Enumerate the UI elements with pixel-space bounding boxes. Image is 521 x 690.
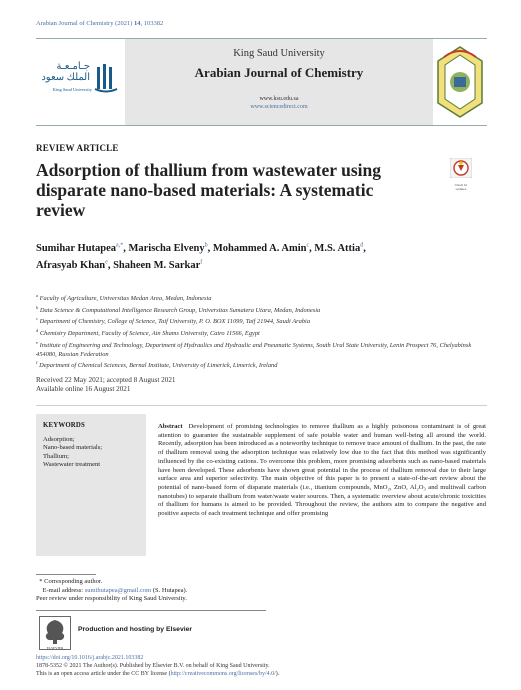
author[interactable]: Afrasyab Khan$^e$,: [36, 259, 114, 271]
author[interactable]: Sumihar Hutapea$^{a,*}$,: [36, 242, 129, 254]
article-title: Adsorption of thallium from wastewater using disparate nano-based materials: A systematic review: [36, 160, 381, 220]
author[interactable]: M.S. Attia$^d$,: [314, 242, 366, 254]
elsevier-production-box: [36, 613, 266, 653]
affiliation: $^b$ Data Science & Computational Intelligence Research Group, Universitas Sumatera Utara, Medan, Indonesia: [36, 304, 321, 314]
banner-urls: [125, 95, 433, 111]
ksu-arabic-name: جـامـعـة الملك سعود: [41, 61, 90, 83]
university-name: King Saud University: [233, 48, 325, 59]
running-header: [36, 20, 163, 27]
online-date: Available online 16 August 2021: [36, 385, 131, 393]
elsevier-tree-logo-icon: [39, 616, 71, 650]
email-line: E-mail address: sumihutapea@gmail.com (S. Hutapea).: [42, 586, 188, 594]
ksu-logo: [36, 61, 122, 101]
journal-name: Arabian Journal of Chemistry: [194, 65, 364, 80]
email-link[interactable]: sumihutapea@gmail.com: [84, 586, 152, 594]
crossmark-icon: [450, 158, 472, 178]
running-journal: Arabian Journal of Chemistry (2021): [36, 20, 133, 27]
keywords-list: [43, 436, 102, 470]
ksu-english-name: King Saud University: [52, 87, 92, 92]
keywords-panel: [36, 414, 146, 556]
abstract: [158, 423, 486, 519]
license-link[interactable]: http://creativecommons.org/licenses/by/4.0/: [170, 670, 276, 677]
peer-review-note: Peer review under responsibility of King Saud University.: [36, 595, 187, 602]
ksu-emblem-icon: [94, 63, 118, 93]
footnotes: [36, 578, 187, 604]
sciencedirect-url[interactable]: www.sciencedirect.com: [250, 104, 308, 110]
author-list: [36, 238, 486, 273]
author[interactable]: Shaheen M. Sarkar$^f$: [113, 259, 203, 271]
ksu-url[interactable]: www.ksu.edu.sa: [259, 96, 299, 102]
doi-link[interactable]: https://doi.org/10.1016/j.arabjc.2021.103382: [36, 655, 144, 661]
keyword: Wastewater treatment: [43, 461, 101, 469]
production-text: Production and hosting by Elsevier: [78, 626, 193, 633]
elsevier-logo-word: ELSEVIER: [46, 646, 64, 650]
author[interactable]: Mohammed A. Amin$^c$,: [212, 242, 315, 254]
author[interactable]: Marischa Elveny$^b$,: [128, 242, 213, 254]
article-type: REVIEW ARTICLE: [36, 143, 119, 153]
crossmark-label: Check for updates: [454, 183, 468, 191]
footnote-rule: [36, 574, 96, 575]
article-dates: [36, 376, 176, 394]
chemical-society-seal-icon: [434, 43, 486, 121]
affiliation-list: [36, 292, 486, 371]
journal-banner: [36, 38, 487, 126]
bottom-info: [36, 655, 279, 678]
check-for-updates-button[interactable]: [450, 158, 472, 191]
copyright: 1878-5352 © 2021 The Author(s). Published by Elsevier B.V. on behalf of King Saud University.: [36, 662, 270, 669]
keyword: Thallium;: [43, 452, 70, 460]
divider: [36, 405, 487, 406]
divider: [36, 610, 266, 611]
affiliation: $^c$ Department of Chemistry, College of Science, Taif University, P. O. BOX 11099, Taif 21944, Saudi Arabia: [36, 316, 311, 326]
running-volume: 14: [134, 20, 141, 27]
received-date: Received 22 May 2021; accepted 8 August 2021: [36, 376, 176, 384]
corresponding-note: * Corresponding author.: [36, 578, 103, 585]
license-line: This is an open access article under the CC BY license (http://creativecommons.org/licenses/by/4.0/).: [36, 670, 280, 677]
running-article-no: , 103382: [140, 20, 164, 27]
affiliation: $^a$ Faculty of Agriculture, Universitas Medan Area, Medan, Indonesia: [36, 293, 212, 303]
affiliation: $^f$ Department of Chemical Sciences, Bernal Institute, University of Limerick, Limerick, Ireland: [36, 360, 278, 370]
affiliation: $^d$ Chemistry Department, Faculty of Science, Ain Shams University, Cairo 11566, Egypt: [36, 328, 260, 338]
abstract-text: Development of promising technologies to remove thallium as a highly poisonous contaminant is of great attention to guarantee the sustainable supplement of safe potable water and human well-being all around the world. Recently, adsorption has been introduced as a noteworthy technique to remove trace amount of thallium. In the past, the rate of thallium removal using the adsorption technique was relatively low due to the fact that this method was significantly influenced by the co-existing cations. To overcome this problem, more promising adsorbents such as nano-based materials have been developed. These adsorbents have shown great potential in the process of thallium removal due to their large surface area and superior selectivity. The main objective of this paper is to present a state-of-the-art review about the potential of nano-based form of disparate materials (i.e., titanium compounds, MnO₂, ZnO, Al₂O₃ and multiwall carbon nanotubes) to separate thallium from water/waste water sources. Then, a systematic overview about acute/chronic toxicities of thallium for humans is aimed to be provided. Throughout the review, the authors aim to compare the negative and positive aspects of each treatment technique and offer promising: [158, 423, 487, 518]
banner-center: [125, 39, 433, 125]
keyword: Nano-based materials;: [43, 444, 103, 452]
keywords-heading: KEYWORDS: [43, 422, 86, 429]
affiliation: $^e$ Institute of Engineering and Technology, Department of Hydraulics and Hydraulic and Pneumatic Systems, South Ural State University, Lenin Prospect 76, Chelyabinsk 454080, Russian Federation: [36, 339, 472, 358]
abstract-label: Abstract: [158, 423, 183, 430]
keyword: Adsorption;: [43, 436, 75, 443]
